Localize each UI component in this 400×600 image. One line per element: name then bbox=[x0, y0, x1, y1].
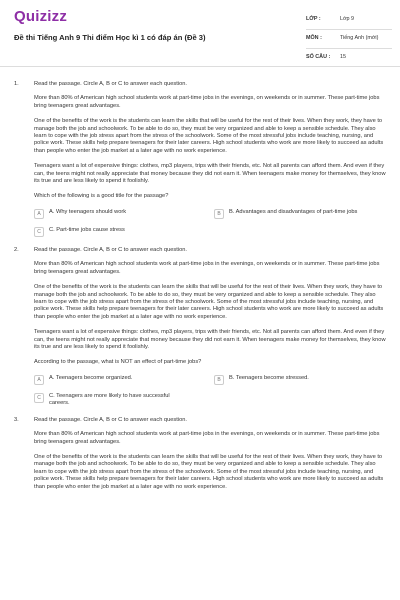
meta-key: LỚP : bbox=[306, 16, 321, 22]
question-number: 2. bbox=[14, 246, 19, 253]
meta-value: Tiếng Anh (mới) bbox=[340, 35, 379, 41]
worksheet-meta bbox=[306, 11, 392, 67]
question-1 bbox=[14, 81, 386, 237]
option-text: A. Why teenagers should work bbox=[49, 208, 127, 215]
question-instruction: Read the passage. Circle A, B or C to answer each question. bbox=[34, 416, 188, 423]
quizizz-logo: Quizizz bbox=[14, 8, 68, 25]
passage-paragraph: Teenagers want a lot of expensive things: clothes, mp3 players, trips with their friends, etc. Not all parents can afford them. And even if they can, the teens might not really appreciate that money because they did not earn it. When teenagers make money for themselves, they know its true and are less likely to spend it foolishly. bbox=[34, 163, 386, 185]
question-instruction: Read the passage. Circle A, B or C to answer each question. bbox=[34, 246, 188, 253]
worksheet-header bbox=[0, 0, 400, 67]
question-3 bbox=[14, 417, 386, 491]
option-text: C. Teenagers are more likely to have successful careers. bbox=[49, 392, 170, 406]
answer-option-b[interactable] bbox=[214, 375, 386, 385]
option-letter: B bbox=[214, 375, 224, 385]
question-number: 1. bbox=[14, 81, 19, 87]
answer-option-a[interactable] bbox=[34, 375, 206, 385]
option-letter: C bbox=[34, 393, 44, 403]
meta-row-subject bbox=[306, 30, 392, 49]
option-text: C. Part-time jobs cause stress bbox=[49, 226, 125, 233]
passage-paragraph: One of the benefits of the work is the students can learn the skills that will be useful for the rest of their lives. When they work, they have to manage both the job and schoolwork. To be able to do so, they must be very organized and able to keep a sensible schedule. They also learn to cope with the job stress apart from the stress of the schoolwork. Some of the most stressful jobs include teaching, nursing, and police work. These skills help prepare teenagers for their later careers. High school students who work are more likely to succeed as adults than people who enter the job market at a later age with no work experience. bbox=[34, 118, 384, 154]
question-prompt: According to the passage, what is NOT an effect of part-time jobs? bbox=[34, 359, 202, 366]
worksheet-title: Đề thi Tiếng Anh 9 Thi điểm Học kì 1 có đáp án (Đề 3) bbox=[14, 33, 206, 42]
question-number: 3. bbox=[14, 416, 19, 423]
passage-paragraph: One of the benefits of the work is the students can learn the skills that will be useful for the rest of their lives. When they work, they have to manage both the job and schoolwork. To be able to do so, they must be very organized and able to keep a sensible schedule. They also learn to cope with the job stress apart from the stress of the schoolwork. Some of the most stressful jobs include teaching, nursing, and police work. These skills help prepare teenagers for their later careers. High school students who work are more likely to succeed as adults than people who enter the job market at a later age with no work experience. bbox=[34, 284, 384, 320]
option-text: A. Teenagers become organized. bbox=[49, 374, 133, 381]
question-prompt: Which of the following is a good title for the passage? bbox=[34, 193, 169, 200]
answer-option-c[interactable] bbox=[34, 227, 184, 237]
meta-key: MÔN : bbox=[306, 35, 322, 41]
answer-option-b[interactable] bbox=[214, 209, 386, 219]
passage-paragraph: More than 80% of American high school students work at part-time jobs in the evenings, on weekends or in summer. These part-time jobs bring teenagers great advantages. bbox=[34, 95, 380, 109]
answer-option-c[interactable] bbox=[34, 393, 184, 407]
option-letter: B bbox=[214, 209, 224, 219]
passage-paragraph: More than 80% of American high school students work at part-time jobs in the evenings, on weekends or in summer. These part-time jobs bring teenagers great advantages. bbox=[34, 261, 380, 275]
option-text: B. Teenagers become stressed. bbox=[229, 374, 309, 381]
option-text: B. Advantages and disadvantages of part-time jobs bbox=[229, 208, 358, 215]
meta-value: Lớp 9 bbox=[340, 16, 355, 22]
question-2 bbox=[14, 247, 386, 407]
question-instruction: Read the passage. Circle A, B or C to answer each question. bbox=[34, 81, 188, 87]
option-letter: A bbox=[34, 375, 44, 385]
option-letter: C bbox=[34, 227, 44, 237]
passage-paragraph: Teenagers want a lot of expensive things: clothes, mp3 players, trips with their friends, etc. Not all parents can afford them. And even if they can, the teens might not really appreciate that money because they did not earn it. When teenagers make money for themselves, they know its true and are less likely to spend it foolishly. bbox=[34, 329, 386, 350]
meta-value: 15 bbox=[340, 54, 346, 60]
passage-paragraph: One of the benefits of the work is the students can learn the skills that will be useful for the rest of their lives. When they work, they have to manage both the job and schoolwork. To be able to do so, they must be very organized and able to keep a sensible schedule. They also learn to cope with the job stress apart from the stress of the schoolwork. Some of the most stressful jobs include teaching, nursing, and police work. These skills help prepare teenagers for their later careers. High school students who work are more likely to succeed as adults than people who enter the job market at a later age with no work experience. bbox=[34, 453, 384, 490]
meta-row-count bbox=[306, 49, 392, 67]
answer-option-a[interactable] bbox=[34, 209, 206, 219]
meta-key: SỐ CÂU : bbox=[306, 54, 331, 60]
option-letter: A bbox=[34, 209, 44, 219]
passage-paragraph: More than 80% of American high school students work at part-time jobs in the evenings, on weekends or in summer. These part-time jobs bring teenagers great advantages. bbox=[34, 431, 380, 445]
question-list bbox=[0, 67, 400, 491]
meta-row-class bbox=[306, 11, 392, 30]
